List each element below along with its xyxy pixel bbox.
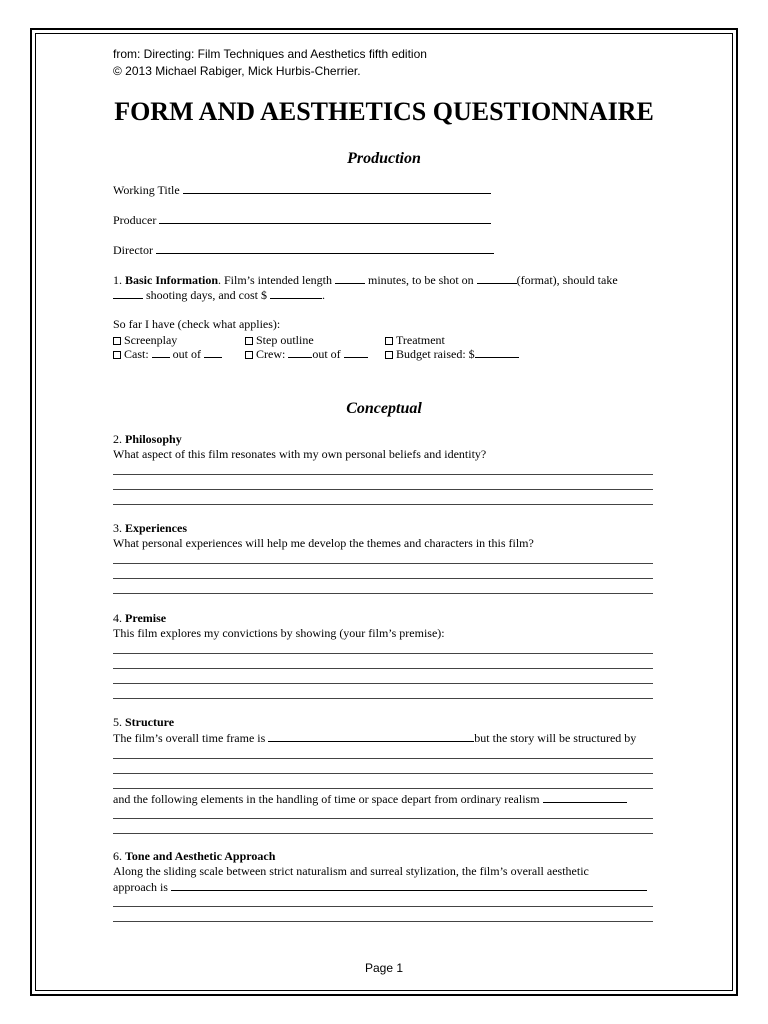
answer-line[interactable] — [113, 578, 653, 579]
crew-label: Crew: — [256, 347, 286, 361]
cast-label: Cast: — [124, 347, 149, 361]
producer-row — [113, 213, 491, 228]
checklist-intro: So far I have (check what applies): — [113, 317, 281, 331]
working-title-label: Working Title — [113, 183, 180, 197]
checkbox-treatment[interactable] — [385, 333, 445, 348]
length-field[interactable] — [335, 273, 365, 284]
answer-line[interactable] — [113, 474, 653, 475]
q3-prompt: What personal experiences will help me develop the themes and characters in this film? — [113, 536, 534, 550]
q5-label: Structure — [125, 715, 175, 729]
director-field[interactable] — [156, 243, 494, 254]
answer-line[interactable] — [113, 563, 653, 564]
checkbox-icon — [385, 337, 393, 345]
q5-number: 5. — [113, 715, 122, 729]
q4-prompt: This film explores my convictions by showing (your film’s premise): — [113, 626, 445, 640]
answer-line[interactable] — [113, 668, 653, 669]
answer-line[interactable] — [113, 758, 653, 759]
answer-line[interactable] — [113, 788, 653, 789]
aesthetic-approach-field[interactable] — [171, 880, 647, 891]
q6-prompt-approach: approach is — [113, 880, 168, 894]
q1-line-2 — [113, 288, 325, 303]
answer-line[interactable] — [113, 773, 653, 774]
q4-number: 4. — [113, 611, 122, 625]
checkbox-crew[interactable] — [245, 347, 368, 362]
cost-field[interactable] — [270, 288, 322, 299]
q6-label: Tone and Aesthetic Approach — [125, 849, 276, 863]
format-field[interactable] — [477, 273, 517, 284]
crew-count-field[interactable] — [288, 347, 312, 358]
working-title-row — [113, 183, 491, 198]
q1-text-end: . — [322, 288, 325, 302]
q1-text-format: minutes, to be shot on — [368, 273, 474, 287]
q6-prompt-line-1: Along the sliding scale between strict naturalism and surreal stylization, the film’s overall aesthetic — [113, 864, 589, 878]
checkbox-budget[interactable] — [385, 347, 519, 362]
cast-out-of-label: out of — [172, 347, 202, 361]
q5-prompt-line — [113, 731, 636, 746]
section-heading-conceptual: Conceptual — [346, 400, 422, 417]
budget-label: Budget raised: $ — [396, 347, 475, 361]
answer-line[interactable] — [113, 921, 653, 922]
q1-text-days: (format), should take — [516, 273, 618, 287]
q3-heading — [113, 522, 187, 536]
checkbox-cast[interactable] — [113, 347, 222, 362]
producer-field[interactable] — [159, 213, 491, 224]
q2-heading — [113, 433, 182, 447]
q5-prompt-structure: but the story will be structured by — [474, 731, 637, 745]
answer-line[interactable] — [113, 906, 653, 907]
q6-number: 6. — [113, 849, 122, 863]
q4-heading — [113, 612, 166, 626]
q4-label: Premise — [125, 611, 167, 625]
checkbox-treatment-label: Treatment — [396, 333, 445, 347]
answer-line[interactable] — [113, 653, 653, 654]
director-label: Director — [113, 243, 153, 257]
source-line-2: © 2013 Michael Rabiger, Mick Hurbis-Cherrier. — [113, 64, 361, 78]
q6-prompt-line-2 — [113, 880, 647, 895]
checkbox-icon — [113, 351, 121, 359]
cast-count-field[interactable] — [152, 347, 170, 358]
checkbox-icon — [245, 351, 253, 359]
checkbox-screenplay-label: Screenplay — [124, 333, 178, 347]
q2-prompt: What aspect of this film resonates with my own personal beliefs and identity? — [113, 447, 487, 461]
q2-number: 2. — [113, 432, 122, 446]
checkbox-icon — [245, 337, 253, 345]
page-title: FORM AND AESTHETICS QUESTIONNAIRE — [114, 97, 654, 126]
q5-prompt-realism-line — [113, 792, 627, 807]
director-row — [113, 243, 494, 258]
time-frame-field[interactable] — [268, 731, 474, 742]
q1-text-length: . Film’s intended length — [218, 273, 332, 287]
checkbox-step-outline-label: Step outline — [256, 333, 314, 347]
q5-heading — [113, 716, 174, 730]
producer-label: Producer — [113, 213, 157, 227]
q3-label: Experiences — [125, 521, 187, 535]
working-title-field[interactable] — [183, 183, 491, 194]
shooting-days-field[interactable] — [113, 288, 143, 299]
answer-line[interactable] — [113, 504, 653, 505]
checkbox-icon — [385, 351, 393, 359]
q3-number: 3. — [113, 521, 122, 535]
q6-heading — [113, 850, 275, 864]
answer-line[interactable] — [113, 489, 653, 490]
cast-total-field[interactable] — [204, 347, 222, 358]
section-heading-production: Production — [347, 150, 421, 167]
source-line-1: from: Directing: Film Techniques and Aesthetics fifth edition — [113, 47, 427, 61]
answer-line[interactable] — [113, 698, 653, 699]
checkbox-screenplay[interactable] — [113, 333, 177, 348]
checkbox-icon — [113, 337, 121, 345]
budget-field[interactable] — [475, 347, 519, 358]
answer-line[interactable] — [113, 833, 653, 834]
crew-total-field[interactable] — [344, 347, 368, 358]
answer-line[interactable] — [113, 683, 653, 684]
checkbox-step-outline[interactable] — [245, 333, 314, 348]
q1-text-cost: shooting days, and cost $ — [146, 288, 267, 302]
q5-prompt-time-frame: The film’s overall time frame is — [113, 731, 266, 745]
answer-line[interactable] — [113, 818, 653, 819]
q1-label: Basic Information — [125, 273, 218, 287]
realism-field[interactable] — [543, 792, 627, 803]
q2-label: Philosophy — [125, 432, 182, 446]
crew-out-of-label: out of — [312, 347, 341, 361]
page-border-inner — [35, 33, 733, 991]
q1-line-1 — [113, 273, 618, 288]
answer-line[interactable] — [113, 593, 653, 594]
page-number: Page 1 — [364, 961, 404, 975]
q1-number: 1. — [113, 273, 122, 287]
q5-prompt-realism: and the following elements in the handling of time or space depart from ordinary realism — [113, 792, 540, 806]
